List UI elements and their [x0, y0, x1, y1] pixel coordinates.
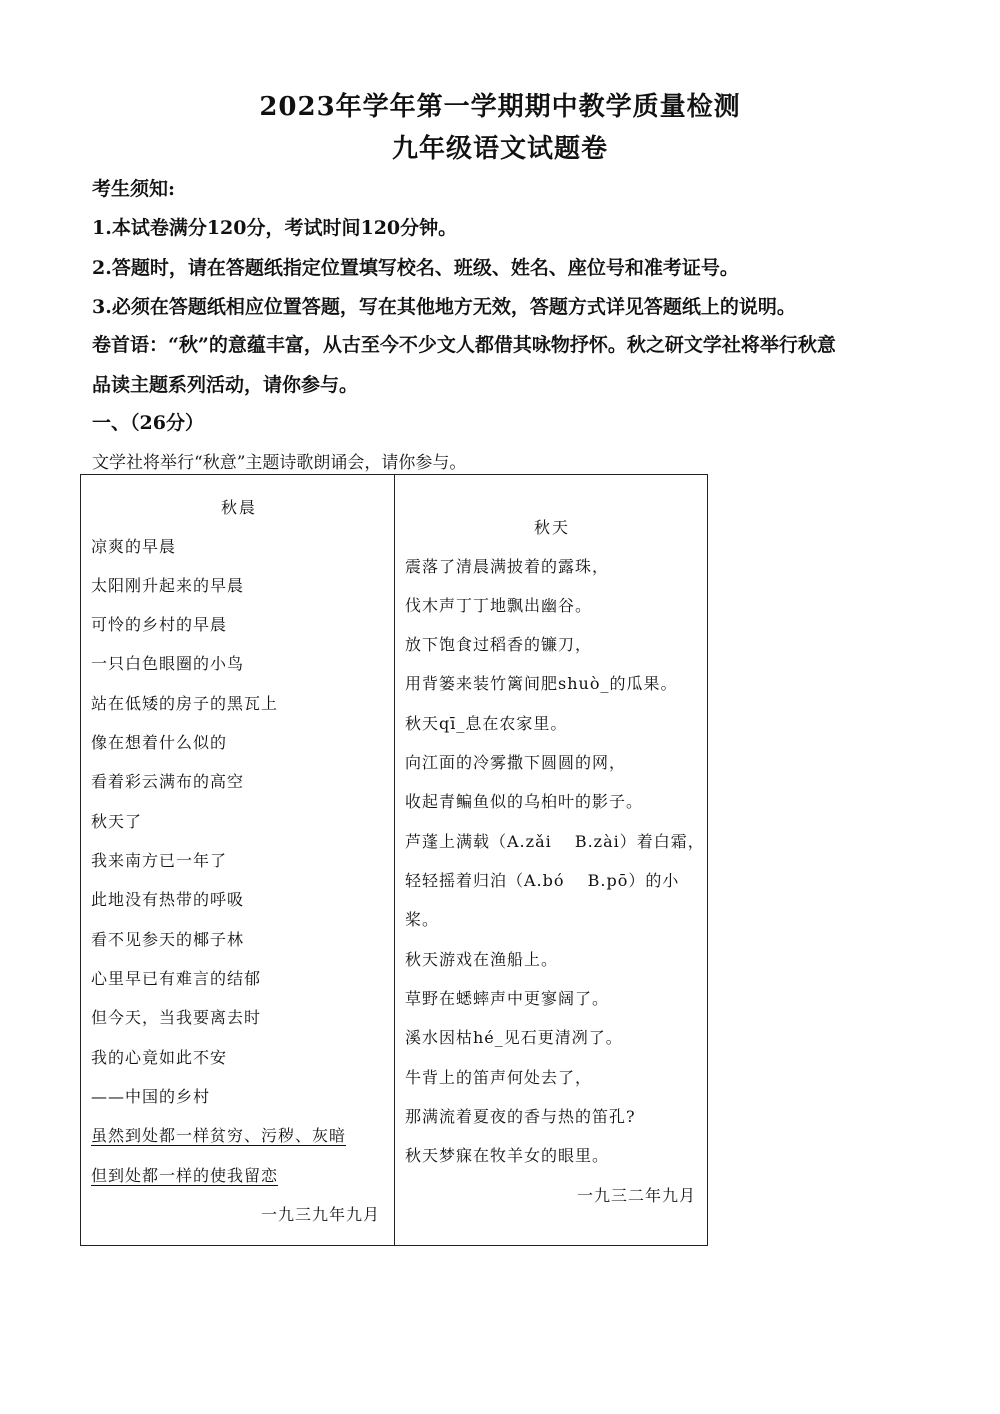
- poem-line: ——中国的乡村: [91, 1087, 211, 1106]
- poem-line: 芦蓬上满载（A.zǎi B.zài）着白霜，: [405, 832, 705, 851]
- poem-line: 牛背上的笛声何处去了，: [405, 1068, 593, 1087]
- poem-line: 放下饱食过稻香的镰刀，: [405, 635, 593, 654]
- poem-line: 可怜的乡村的早晨: [91, 615, 228, 634]
- poem-line: 向江面的冷雾撒下圆圆的网，: [405, 753, 627, 772]
- poem-line: 草野在蟋蟀声中更寥阔了。: [405, 989, 610, 1008]
- poem-line: 溪水因枯hé_见石更清冽了。: [405, 1028, 623, 1047]
- poem-line: 伐木声丁丁地飘出幽谷。: [405, 596, 593, 615]
- exam-title: 2023年学年第一学期期中教学质量检测: [259, 92, 741, 122]
- poem-line: 凉爽的早晨: [91, 537, 177, 556]
- poem-line: 秋天了: [91, 812, 143, 831]
- poem-line: 秋天梦寐在牧羊女的眼里。: [405, 1146, 610, 1165]
- notice-item: 3.必须在答题纸相应位置答题，写在其他地方无效，答题方式详见答题纸上的说明。: [92, 296, 796, 318]
- poem-right-title: 秋天: [534, 518, 571, 537]
- notice-item: 1.本试卷满分120分，考试时间120分钟。: [92, 217, 458, 239]
- section-intro: 文学社将举行“秋意”主题诗歌朗诵会，请你参与。: [92, 453, 467, 473]
- exam-subtitle: 九年级语文试题卷: [391, 134, 608, 164]
- poem-line: 但今天，当我要离去时: [91, 1008, 262, 1027]
- poem-line: 站在低矮的房子的黑瓦上: [91, 694, 279, 713]
- poem-line: 一只白色眼圈的小鸟: [91, 654, 245, 673]
- poem-line: 心里早已有难言的结郁: [91, 969, 262, 988]
- poem-line: 用背篓来装竹篱间肥shuò_的瓜果。: [405, 674, 678, 693]
- poem-line: 秋天qī_息在农家里。: [405, 714, 568, 733]
- poem-right-date: 一九三二年九月: [577, 1186, 697, 1205]
- preface-line: 卷首语：“秋”的意蕴丰富，从古至今不少文人都借其咏物抒怀。秋之研文学社将举行秋意: [92, 334, 836, 356]
- poem-line: 像在想着什么似的: [91, 733, 228, 752]
- poem-line: 我的心竟如此不安: [91, 1048, 228, 1067]
- poem-line: 太阳刚升起来的早晨: [91, 576, 245, 595]
- poem-line: 此地没有热带的呼吸: [91, 890, 245, 909]
- poem-line: 秋天游戏在渔船上。: [405, 950, 559, 969]
- poem-line: 桨。: [405, 910, 440, 929]
- poem-left-title: 秋晨: [221, 498, 258, 517]
- notice-item: 2.答题时，请在答题纸指定位置填写校名、班级、姓名、座位号和准考证号。: [92, 257, 739, 279]
- poem-line-underlined: 但到处都一样的使我留恋: [91, 1166, 279, 1185]
- poem-table: [80, 474, 708, 1246]
- poem-line-underlined: 虽然到处都一样贫穷、污秽、灰暗: [91, 1126, 347, 1145]
- preface-line: 品读主题系列活动，请你参与。: [92, 374, 359, 396]
- poem-divider: [394, 475, 395, 1245]
- poem-line: 震落了清晨满披着的露珠，: [405, 557, 610, 576]
- poem-line: 收起青鳊鱼似的乌桕叶的影子。: [405, 792, 644, 811]
- poem-line: 轻轻摇着归泊（A.bó B.pō）的小: [405, 871, 680, 890]
- notice-heading: 考生须知:: [92, 178, 176, 200]
- section-heading: 一、（26分）: [92, 412, 204, 434]
- poem-line: 看着彩云满布的高空: [91, 772, 245, 791]
- poem-left-date: 一九三九年九月: [261, 1205, 381, 1224]
- poem-line: 我来南方已一年了: [91, 851, 228, 870]
- poem-line: 那满流着夏夜的香与热的笛孔?: [405, 1107, 636, 1126]
- poem-line: 看不见参天的椰子林: [91, 930, 245, 949]
